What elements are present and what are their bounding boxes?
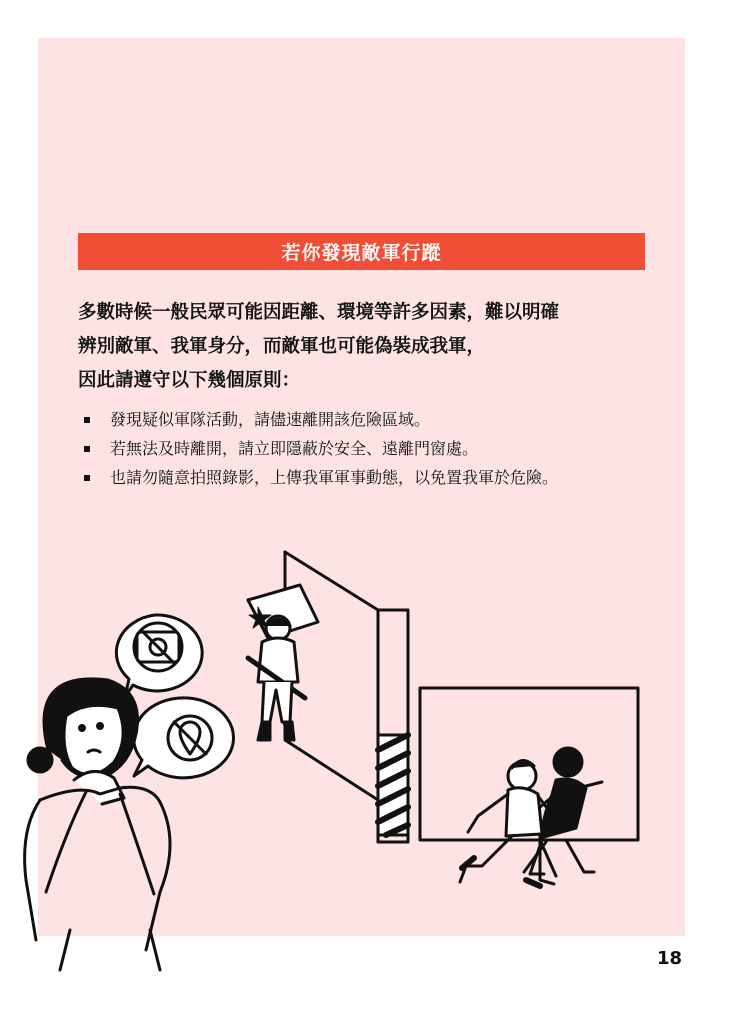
guideline-item (84, 405, 684, 434)
intro-line: 多數時候一般民眾可能因距離、環境等許多因素，難以明確 (78, 302, 560, 323)
bullet-square-icon (84, 446, 90, 452)
guideline-item (84, 463, 684, 492)
guideline-text: 若無法及時離開，請立即隱蔽於安全、遠離門窗處。 (110, 439, 479, 458)
no-location-icon (134, 698, 234, 778)
intro-line: 因此請遵守以下幾個原則： (78, 370, 301, 391)
bullet-square-icon (84, 475, 90, 481)
intro-paragraph (78, 296, 658, 398)
intro-line: 辨別敵軍、我軍身分，而敵軍也可能偽裝成我軍， (78, 336, 486, 357)
page-number: 18 (656, 948, 682, 969)
bullet-square-icon (84, 417, 90, 423)
guideline-text: 發現疑似軍隊活動，請儘速離開該危險區域。 (110, 410, 431, 429)
illustration (0, 540, 732, 980)
section-heading: 若你發現敵軍行蹤 (78, 233, 645, 270)
soldier-icon (248, 585, 318, 740)
guideline-item (84, 434, 684, 463)
no-camera-icon (116, 615, 202, 697)
guideline-list (84, 405, 684, 492)
guideline-text: 也請勿隨意拍照錄影，上傳我軍軍事動態，以免置我軍於危險。 (110, 468, 559, 487)
striped-pole (378, 735, 408, 835)
building-wall (285, 552, 638, 842)
